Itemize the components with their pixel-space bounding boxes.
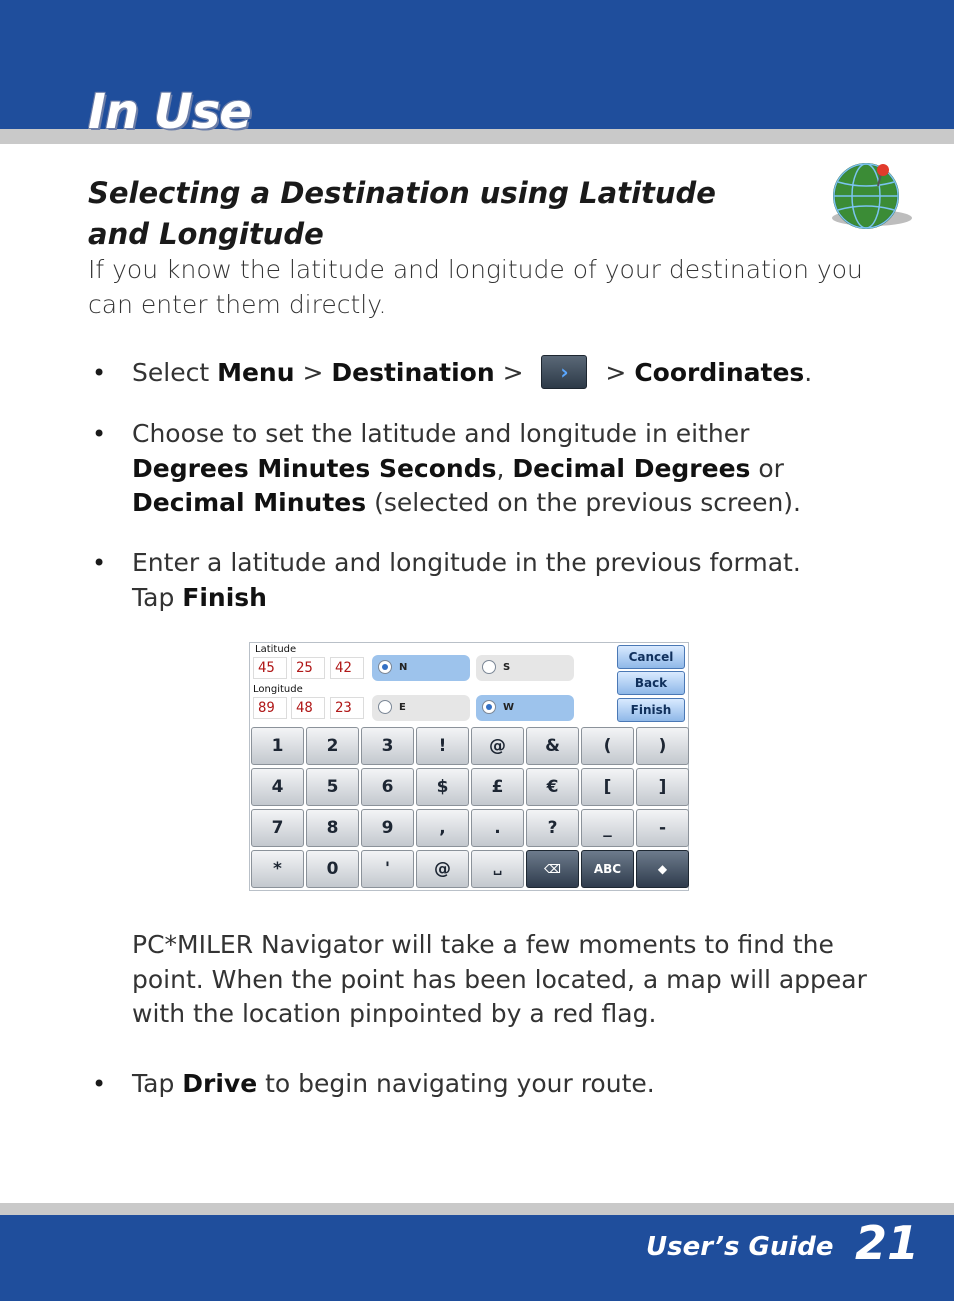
key[interactable]: 5	[306, 768, 359, 806]
key[interactable]: &	[526, 727, 579, 765]
key[interactable]: 8	[306, 809, 359, 847]
key[interactable]: 2	[306, 727, 359, 765]
longitude-minutes-field[interactable]: 48	[291, 697, 325, 719]
bullet: •	[92, 549, 107, 577]
intro-text: If you know the latitude and longitude of your destination you can enter them directly.	[88, 255, 863, 319]
key[interactable]: _	[581, 809, 634, 847]
footer-guide-title: User’s Guide	[646, 1232, 834, 1262]
radio-selected-icon	[378, 660, 392, 674]
step-tap-drive: Tap Drive to begin navigating your route.	[132, 1069, 655, 1098]
key[interactable]: 6	[361, 768, 414, 806]
key[interactable]: 3	[361, 727, 414, 765]
backspace-key[interactable]	[526, 850, 579, 888]
key[interactable]: !	[416, 727, 469, 765]
section-title: Selecting a Destination using Latitude and Longitude	[88, 176, 716, 251]
latitude-degrees-field[interactable]: 45	[253, 657, 287, 679]
key[interactable]: 1	[251, 727, 304, 765]
key[interactable]: @	[416, 850, 469, 888]
radio-north[interactable]: N	[372, 655, 470, 681]
longitude-seconds-field[interactable]: 23	[330, 697, 364, 719]
longitude-label: Longitude	[253, 684, 303, 695]
key[interactable]: 9	[361, 809, 414, 847]
step-select-menu: Select Menu > Destination > › > Coordinates.	[132, 356, 872, 391]
eraser-icon: ◆	[657, 862, 668, 876]
key[interactable]: (	[581, 727, 634, 765]
backspace-icon: ⌫	[544, 862, 561, 876]
key[interactable]: @	[471, 727, 524, 765]
radio-south[interactable]: S	[476, 655, 574, 681]
globe-icon	[826, 160, 916, 232]
hide-keyboard-key[interactable]	[636, 850, 689, 888]
step-choose-format: Choose to set the latitude and longitude in either Degrees Minutes Seconds, Decimal Degrees or Decimal Minutes (selected on the previous screen).	[132, 419, 802, 517]
latitude-minutes-field[interactable]: 25	[291, 657, 325, 679]
bullet: •	[92, 359, 107, 387]
radio-empty-icon	[482, 660, 496, 674]
key[interactable]: [	[581, 768, 634, 806]
back-button[interactable]: Back	[617, 671, 685, 695]
step-enter-coordinates: Enter a latitude and longitude in the previous format. Tap Finish	[132, 548, 801, 612]
radio-west[interactable]: W	[476, 695, 574, 721]
key[interactable]: £	[471, 768, 524, 806]
locating-note: PC*MILER Navigator will take a few moments to find the point. When the point has been located, a map will appear with the location pinpointed by a red flag.	[132, 930, 867, 1028]
key[interactable]: *	[251, 850, 304, 888]
latitude-seconds-field[interactable]: 42	[330, 657, 364, 679]
key[interactable]: .	[471, 809, 524, 847]
key[interactable]: $	[416, 768, 469, 806]
latitude-label: Latitude	[255, 644, 297, 655]
key[interactable]: ?	[526, 809, 579, 847]
space-key[interactable]: ␣	[471, 850, 524, 888]
key[interactable]: )	[636, 727, 689, 765]
coordinate-entry-screen	[249, 642, 689, 891]
key[interactable]: 4	[251, 768, 304, 806]
key[interactable]: -	[636, 809, 689, 847]
next-arrow-button	[541, 355, 587, 389]
page-number: 21	[855, 1216, 920, 1270]
chevron-right-icon: ›	[560, 360, 569, 384]
longitude-degrees-field[interactable]: 89	[253, 697, 287, 719]
footer-strip	[0, 1203, 954, 1215]
key[interactable]: ,	[416, 809, 469, 847]
key[interactable]: €	[526, 768, 579, 806]
key[interactable]: '	[361, 850, 414, 888]
key[interactable]: 7	[251, 809, 304, 847]
radio-selected-icon	[482, 700, 496, 714]
key[interactable]: 0	[306, 850, 359, 888]
radio-east[interactable]: E	[372, 695, 470, 721]
cancel-button[interactable]: Cancel	[617, 645, 685, 669]
abc-key[interactable]: ABC	[581, 850, 634, 888]
page-title: In Use	[88, 84, 251, 140]
bullet: •	[92, 420, 107, 448]
radio-empty-icon	[378, 700, 392, 714]
key[interactable]: ]	[636, 768, 689, 806]
bullet: •	[92, 1070, 107, 1098]
finish-button[interactable]: Finish	[617, 698, 685, 722]
